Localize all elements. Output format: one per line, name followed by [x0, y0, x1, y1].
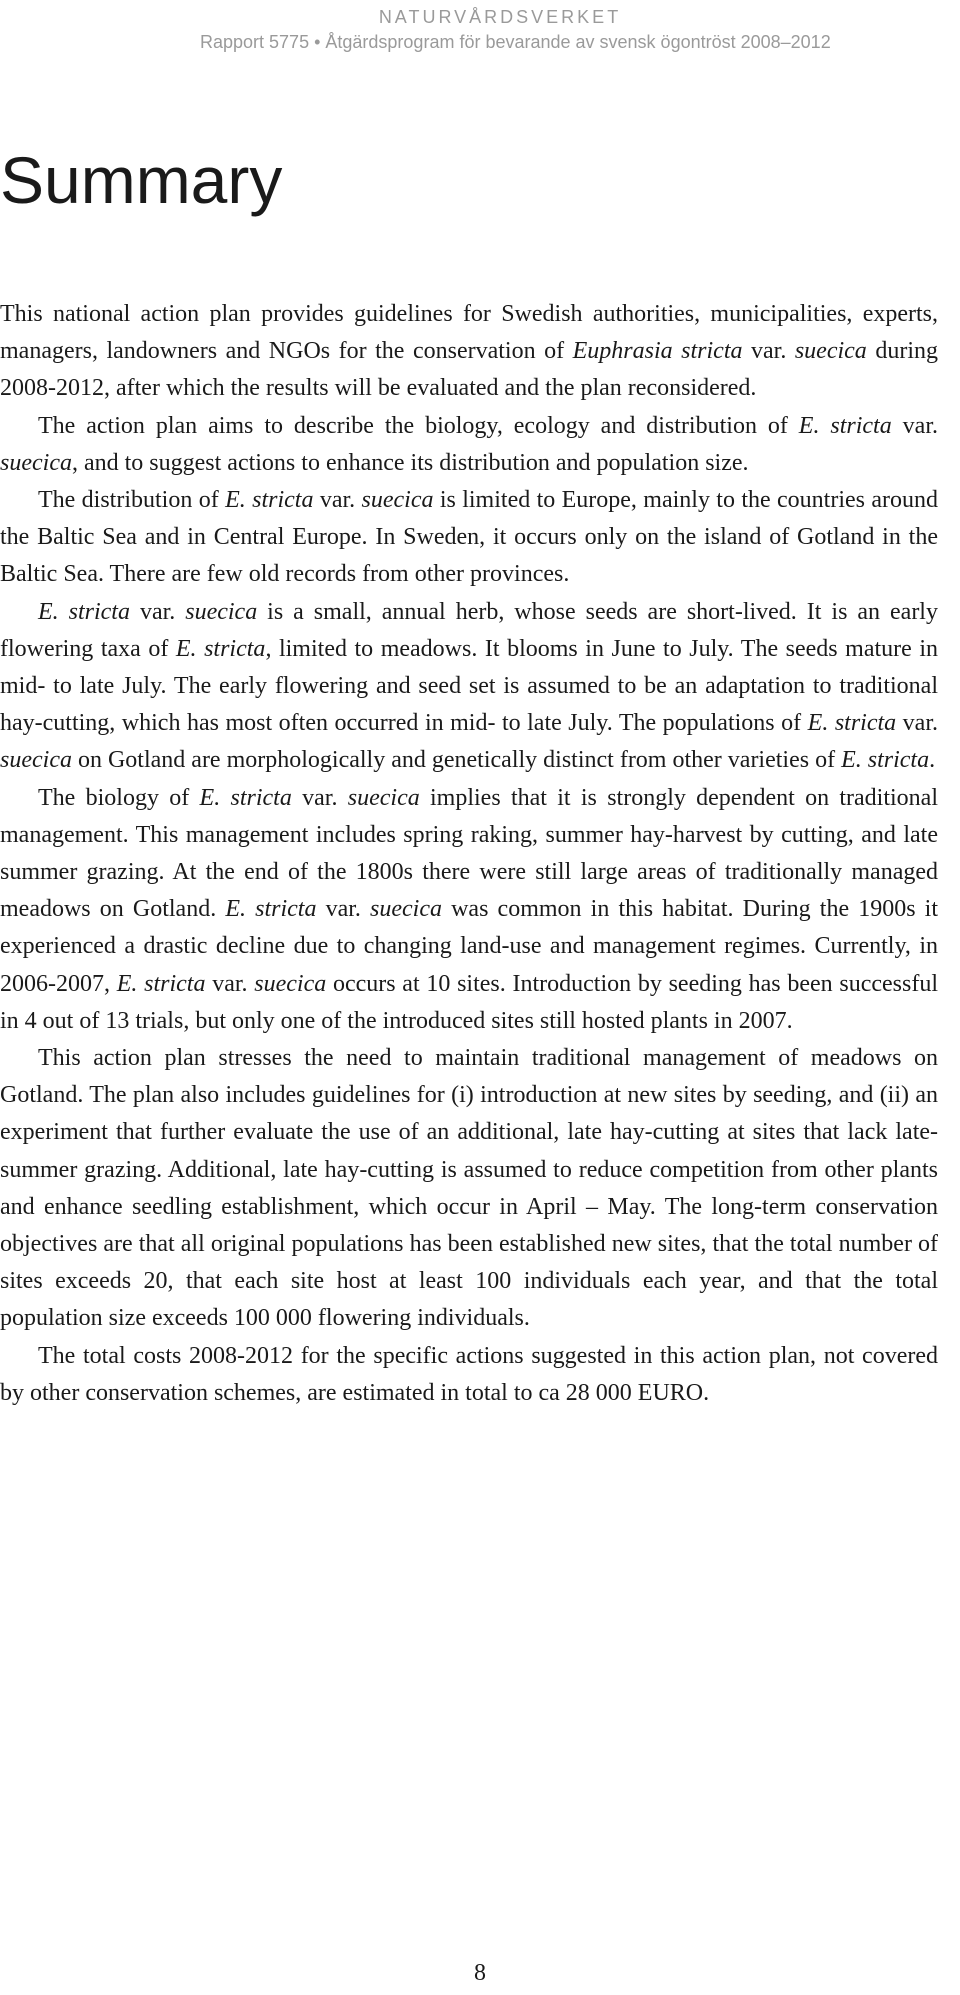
- species-name: E. stricta: [175, 635, 266, 662]
- species-name: Euphrasia stricta: [572, 338, 743, 365]
- body-paragraph: [0, 1338, 938, 1412]
- text-segment: .: [929, 747, 936, 774]
- text-segment: var.: [205, 970, 255, 997]
- text-segment: var.: [129, 598, 186, 625]
- text-segment: var.: [891, 412, 938, 439]
- text-segment: , and to suggest actions to enhance its distribution and population size.: [71, 449, 749, 476]
- organization-name: NATURVÅRDSVERKET: [378, 7, 622, 27]
- text-segment: during 2008-2012, after which the results will be evaluated and the plan reconsidered.: [0, 338, 938, 402]
- body-paragraph: [0, 296, 938, 408]
- text-segment: occurs at 10 sites. Introduction by seeding has been successful in 4 out of 13 trials, but only one of the introduced sites still hosted plants in 2007.: [0, 970, 939, 1034]
- text-segment: is a small, annual herb, whose seeds are short-lived. It is an early flowering taxa of: [0, 598, 938, 662]
- species-name: E. stricta: [116, 970, 206, 997]
- text-segment: This national action plan provides guidelines for Swedish authorities, municipalities, experts, managers, landowners and NGOs for the conservation of: [0, 301, 938, 365]
- page-title: Summary: [0, 143, 283, 217]
- body-paragraph: [0, 594, 938, 780]
- species-name: E. stricta: [199, 784, 292, 811]
- species-name: suecica: [794, 338, 867, 365]
- text-segment: The action plan aims to describe the biology, ecology and distribution of: [38, 412, 799, 439]
- species-name: E. stricta: [225, 487, 314, 514]
- text-segment: The total costs 2008-2012 for the specific actions suggested in this action plan, not covered by other conservation schemes, are estimated in total to ca 28 000 EURO.: [0, 1342, 938, 1406]
- text-segment: implies that it is strongly dependent on traditional management. This management includes spring raking, summer hay-harvest by cutting, and late summer grazing. At the end of the 1800s there were still large areas of traditionally managed meadows on Gotland.: [0, 784, 939, 923]
- running-header: [200, 4, 831, 54]
- species-name: suecica: [254, 970, 327, 997]
- text-segment: var.: [291, 784, 348, 811]
- species-name: suecica: [347, 784, 420, 811]
- text-segment: var.: [313, 487, 362, 514]
- text-segment: var.: [742, 338, 795, 365]
- species-name: E. stricta: [225, 896, 317, 923]
- species-name: suecica: [370, 896, 442, 923]
- species-name: E. stricta: [841, 747, 930, 774]
- text-segment: The distribution of: [38, 487, 226, 514]
- text-segment: The biology of: [38, 784, 200, 811]
- summary-body: [0, 296, 938, 1412]
- text-segment: was common in this habitat. During the 1900s it experienced a drastic decline due to changing land-use and management regimes. Currently, in 2006-2007,: [0, 896, 939, 997]
- body-paragraph: [0, 482, 938, 594]
- species-name: suecica: [0, 449, 72, 476]
- text-segment: var.: [316, 896, 371, 923]
- text-segment: var.: [896, 710, 939, 737]
- page-number: 8: [474, 1960, 486, 1986]
- body-paragraph: [0, 408, 938, 482]
- text-segment: is limited to Europe, mainly to the countries around the Baltic Sea and in Central Europe. In Sweden, it occurs only on the island of Gotland in the Baltic Sea. There are few old records from other provinces.: [0, 487, 939, 588]
- species-name: suecica: [0, 747, 72, 774]
- body-paragraph: [0, 780, 938, 1040]
- text-segment: on Gotland are morphologically and genetically distinct from other varieties of: [71, 747, 842, 774]
- species-name: suecica: [185, 598, 258, 625]
- text-segment: This action plan stresses the need to maintain traditional management of meadows on Gotland. The plan also includes guidelines for (i) introduction at new sites by seeding, and (ii) an experiment that further evaluate the use of an additional, late hay-cutting at sites that lack late-summer grazing. Additional, late hay-cutting is assumed to reduce competition from other plants and enhance seedling establishment, which occur in April – May. The long-term conservation objectives are that all original populations has been established new sites, that the total number of sites exceeds 20, that each site host at least 100 individuals each year, and that the total population size exceeds 100 000 flowering individuals.: [0, 1045, 938, 1332]
- species-name: E. stricta: [807, 710, 897, 737]
- species-name: E. stricta: [798, 412, 892, 439]
- report-title: Rapport 5775 • Åtgärdsprogram för bevarande av svensk ögontröst 2008–2012: [200, 32, 831, 52]
- text-segment: , limited to meadows. It blooms in June to July. The seeds mature in mid- to late July. The early flowering and seed set is assumed to be an adaptation to traditional hay-cutting, which has most often occurred in mid- to late July. The populations of: [0, 635, 938, 737]
- species-name: suecica: [361, 487, 434, 514]
- body-paragraph: [0, 1040, 938, 1338]
- species-name: E. stricta: [38, 598, 130, 625]
